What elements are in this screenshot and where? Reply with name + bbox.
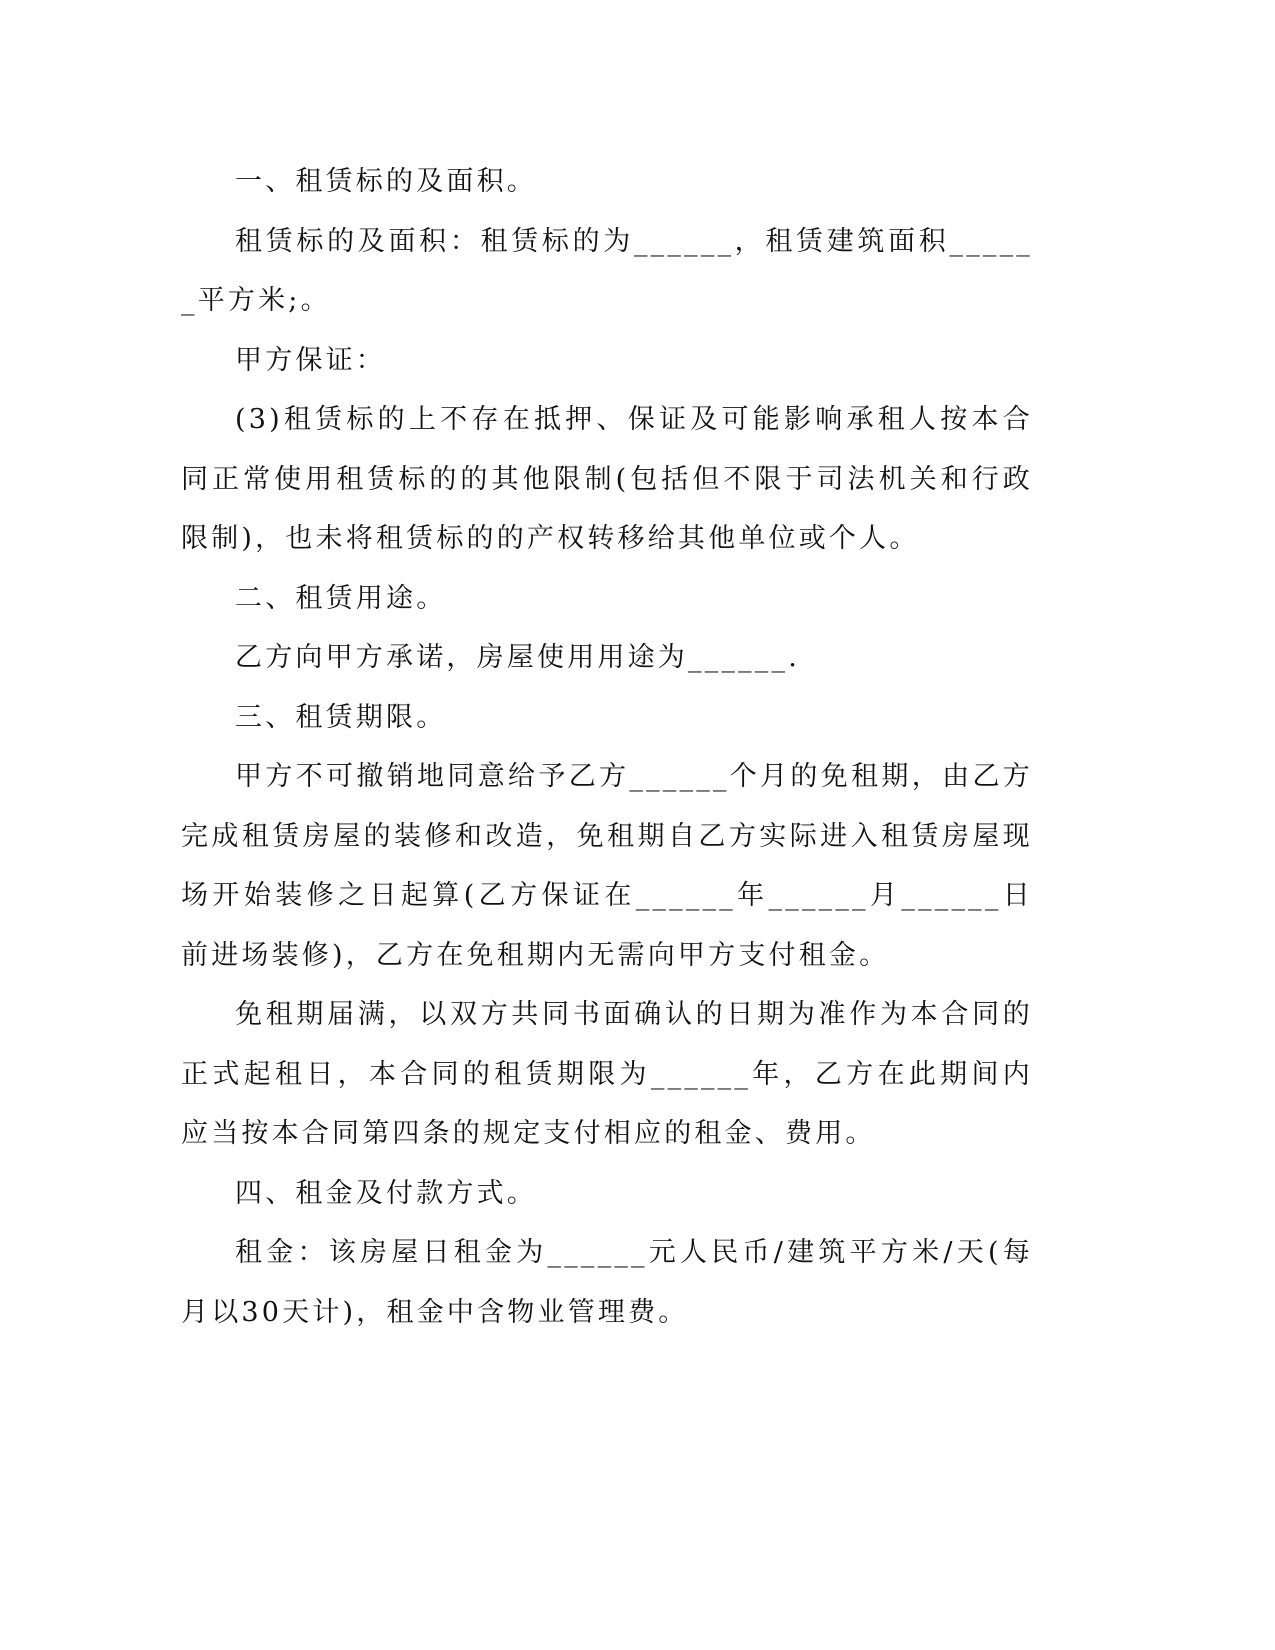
section-heading-lease-term: 三、租赁期限。 <box>235 701 447 733</box>
paragraph-daily-rent: 租金：该房屋日租金为______元人民币/建筑平方米/天(每月以30天计)，租金中含物业管理费。 <box>181 1237 1033 1328</box>
section-heading-rent-payment: 四、租金及付款方式。 <box>235 1177 537 1209</box>
paragraph-no-encumbrance: (3)租赁标的上不存在抵押、保证及可能影响承租人按本合同正常使用租赁标的的其他限制(包括但不限于司法机关和行政限制)，也未将租赁标的的产权转移给其他单位或个人。 <box>181 404 1033 554</box>
paragraph-lease-area: 租赁标的及面积：租赁标的为______，租赁建筑面积______平方米;。 <box>181 225 1033 316</box>
paragraph-rent-free-period: 甲方不可撤销地同意给予乙方______个月的免租期，由乙方完成租赁房屋的装修和改造，免租期自乙方实际进入租赁房屋现场开始装修之日起算(乙方保证在______年______月______日前进场装修)，乙方在免租期内无需向甲方支付租金。 <box>181 761 1033 971</box>
paragraph-lease-start: 免租期届满，以双方共同书面确认的日期为准作为本合同的正式起租日，本合同的租赁期限为______年，乙方在此期间内应当按本合同第四条的规定支付相应的租金、费用。 <box>181 999 1033 1149</box>
paragraph-usage-promise: 乙方向甲方承诺，房屋使用用途为______. <box>235 642 800 673</box>
section-heading-lease-object: 一、租赁标的及面积。 <box>235 166 537 197</box>
paragraph-party-a-guarantee: 甲方保证： <box>235 344 386 376</box>
document-body <box>181 152 1033 1342</box>
section-heading-lease-purpose: 二、租赁用途。 <box>235 582 447 614</box>
